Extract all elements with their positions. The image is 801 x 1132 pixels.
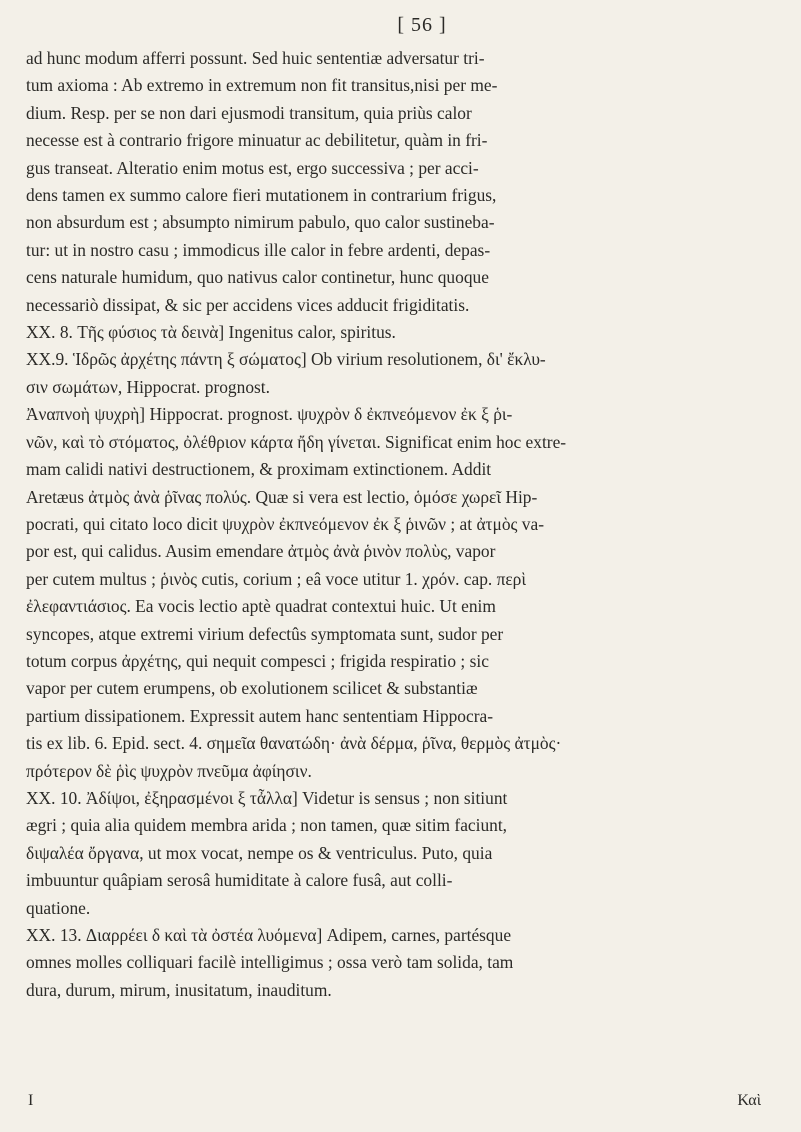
text-line: dura, durum, mirum, inusitatum, inauditum.: [26, 979, 332, 1000]
text-line: non absurdum est ; absumpto nimirum pabulo, quo calor sustineba-: [26, 212, 495, 233]
text-line: Aretæus ἀτμὸς ἀνὰ ῥῖνας πολύς. Quæ si vera est lectio, ὁμόσε χωρεῖ Hip-: [26, 486, 538, 507]
text-line: per cutem multus ; ῥινὸς cutis, corium ; eâ voce utitur 1. χρόν. cap. περὶ: [26, 568, 527, 589]
text-line: totum corpus ἀρχέτης, qui nequit compesci ; frigida respiratio ; sic: [26, 650, 489, 671]
text-line: ad hunc modum afferri possunt. Sed huic sententiæ adversatur tri-: [26, 48, 485, 68]
text-line: XX. 13. Διαρρέει δ καὶ τὰ ὀστέα λυόμενα] Adipem, carnes, partésque: [26, 925, 512, 945]
page-footer: [0, 1092, 801, 1116]
text-line: cens naturale humidum, quo nativus calor continetur, hunc quoque: [26, 267, 489, 288]
text-line: necessariò dissipat, & sic per accidens vices adducit frigiditatis.: [26, 294, 470, 315]
text-line: διψαλέα ὄργανα, ut mox vocat, nempe os & ventriculus. Puto, quia: [26, 842, 493, 863]
text-line: ἐλεφαντιάσιος. Ea vocis lectio aptè quadrat contextui huic. Ut enim: [26, 596, 496, 617]
text-line: por est, qui calidus. Ausim emendare ἀτμὸς ἀνὰ ῥινὸν πολὺς, vapor: [26, 541, 496, 562]
text-line: dens tamen ex summo calore fieri mutationem in contrarium frigus,: [26, 185, 497, 206]
text-line: quatione.: [26, 897, 91, 918]
text-line: gus transeat. Alteratio enim motus est, ergo successiva ; per acci-: [26, 157, 479, 178]
text-line: partium dissipationem. Expressit autem hanc sententiam Hippocra-: [26, 705, 494, 726]
text-line: πρότερον δὲ ῥὶς ψυχρὸν πνεῦμα ἀφίησιν.: [26, 760, 312, 781]
signature-mark: I: [28, 1092, 34, 1109]
text-line: syncopes, atque extremi virium defectûs symptomata sunt, sudor per: [26, 623, 504, 644]
text-line: XX. 8. Τῆς φύσιος τὰ δεινὰ] Ingenitus calor, spiritus.: [26, 322, 396, 343]
page-number: [ 56 ]: [397, 14, 447, 36]
text-line: ægri ; quia alia quidem membra arida ; non tamen, quæ sitim faciunt,: [26, 815, 508, 836]
text-line: vapor per cutem erumpens, ob exolutionem scilicet & substantiæ: [26, 678, 478, 699]
text-line: tur: ut in nostro casu ; immodicus ille calor in febre ardenti, depas-: [26, 239, 491, 260]
text-line: νῶν, καὶ τὸ στόματος, ὀλέθριον κάρτα ἤδη γίνεται. Significat enim hoc extre-: [26, 431, 567, 452]
body-text: [26, 45, 778, 1004]
text-line: mam calidi nativi destructionem, & proximam extinctionem. Addit: [26, 459, 492, 480]
text-line: pocrati, qui citato loco dicit ψυχρὸν ἐκπνεόμενον ἐκ ξ ῥινῶν ; at ἀτμὸς va-: [26, 513, 544, 534]
text-line: XX.9. Ἱδρῶς ἀρχέτης πάντη ξ σώματος] Ob virium resolutionem, δι' ἔκλυ-: [26, 349, 546, 370]
book-page: [26, 14, 778, 1004]
text-line: tum axioma : Ab extremo in extremum non fit transitus,nisi per me-: [26, 75, 498, 96]
text-line: necesse est à contrario frigore minuatur ac debilitetur, quàm in fri-: [26, 130, 488, 151]
catchword: Καὶ: [737, 1092, 761, 1109]
text-line: Ἀναπνοὴ ψυχρὴ] Hippocrat. prognost. ψυχρὸν δ ἐκπνεόμενον ἐκ ξ ῥι-: [26, 404, 513, 425]
text-line: dium. Resp. per se non dari ejusmodi transitum, quia priùs calor: [26, 102, 472, 123]
text-line: σιν σωμάτων, Hippocrat. prognost.: [26, 376, 270, 397]
text-line: omnes molles colliquari facilè intelligimus ; ossa verò tam solida, tam: [26, 952, 514, 973]
text-line: tis ex lib. 6. Epid. sect. 4. σημεῖα θανατώδη· ἀνὰ δέρμα, ῥῖνα, θερμὸς ἀτμὸς·: [26, 733, 562, 754]
text-line: imbuuntur quâpiam serosâ humiditate à calore fusâ, aut colli-: [26, 870, 453, 891]
text-line: XX. 10. Ἀδίψοι, ἐξηρασμένοι ξ τἆλλα] Videtur is sensus ; non sitiunt: [26, 787, 508, 808]
